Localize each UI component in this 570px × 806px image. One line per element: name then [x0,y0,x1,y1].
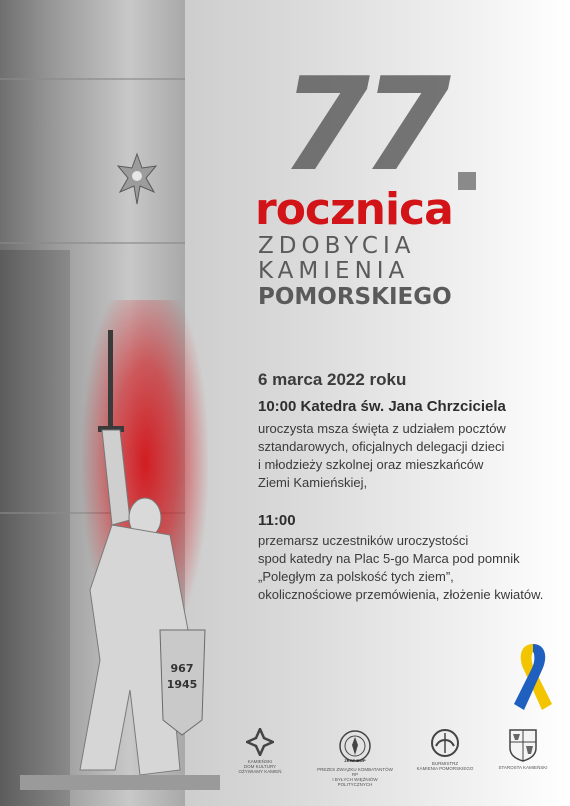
event2-line: przemarsz uczestników uroczystości [258,533,469,548]
soldier-statue [20,330,220,790]
caption-line: KAMIEŃSKI [247,759,273,764]
event1-heading: 10:00 Katedra św. Jana Chrzciciela [258,398,506,415]
sponsor-logos [230,728,560,798]
shield-year-end: 1945 [166,678,198,691]
logo-badge-text: ZKRP BWP [344,758,366,763]
subtitle-line-3: POMORSKIEGO [258,284,452,310]
caption-line: BURMISTRZ [431,761,459,766]
logo-caption [315,767,395,787]
event2-description [258,532,558,604]
logo-burmistrz [410,728,480,771]
event2-line: „Poległym za polskość tych ziem”, [258,569,454,584]
caption-line: I BYŁYCH WIĘŹNIÓW POLITYCZNYCH [332,777,378,787]
powiat-coat-of-arms-icon [508,728,538,762]
logo-zkrp-bwp [315,728,395,787]
kamien-pomorski-logo-icon [430,728,460,758]
caption-line: STAROSTA KAMIEŃSKI [498,765,548,770]
logo-starosta [492,728,554,770]
caption-line: OŻYWIAMY KAMIEŃ [238,769,282,774]
subtitle-line-2: KAMIENIA [258,258,410,284]
event1-line: sztandarowych, oficjalnych delegacji dzieci [258,439,505,454]
pillar-block-line [0,242,185,244]
ukraine-ribbon-icon [508,640,558,714]
event2-line: spod katedry na Plac 5-go Marca pod pomnik [258,551,520,566]
event1-line: uroczysta msza święta z udziałem pocztów [258,421,506,436]
event1-line: i młodzieży szkolnej oraz mieszkańców [258,457,484,472]
number-dot [458,172,476,190]
caption-line: DOM KULTURY [243,764,277,769]
logo-caption [230,759,290,774]
anniversary-number: 77 [280,51,444,200]
event2-heading: 11:00 [258,512,296,529]
logo-caption [410,761,480,771]
anniversary-title: rocznica [255,184,453,235]
kdk-star-icon [246,728,274,756]
event2-line: okolicznościowe przemówienia, złożenie kwiatów. [258,587,544,602]
zkrp-bwp-emblem-icon [337,728,373,764]
shield-year-start: 967 [170,662,194,675]
eagle-emblem-icon [112,148,162,218]
caption-line: KAMIENIA POMORSKIEGO [416,766,474,771]
pillar-block-line [0,78,185,80]
logo-caption [492,765,554,770]
logo-kamienski-dom-kultury [230,728,290,774]
subtitle-line-1: ZDOBYCIA [258,233,416,259]
event-date: 6 marca 2022 roku [258,370,407,389]
event1-description [258,420,558,492]
caption-line: PREZES ZWIĄZKU KOMBATANTÓW RP [317,767,393,777]
event1-line: Ziemi Kamieńskiej, [258,475,368,490]
